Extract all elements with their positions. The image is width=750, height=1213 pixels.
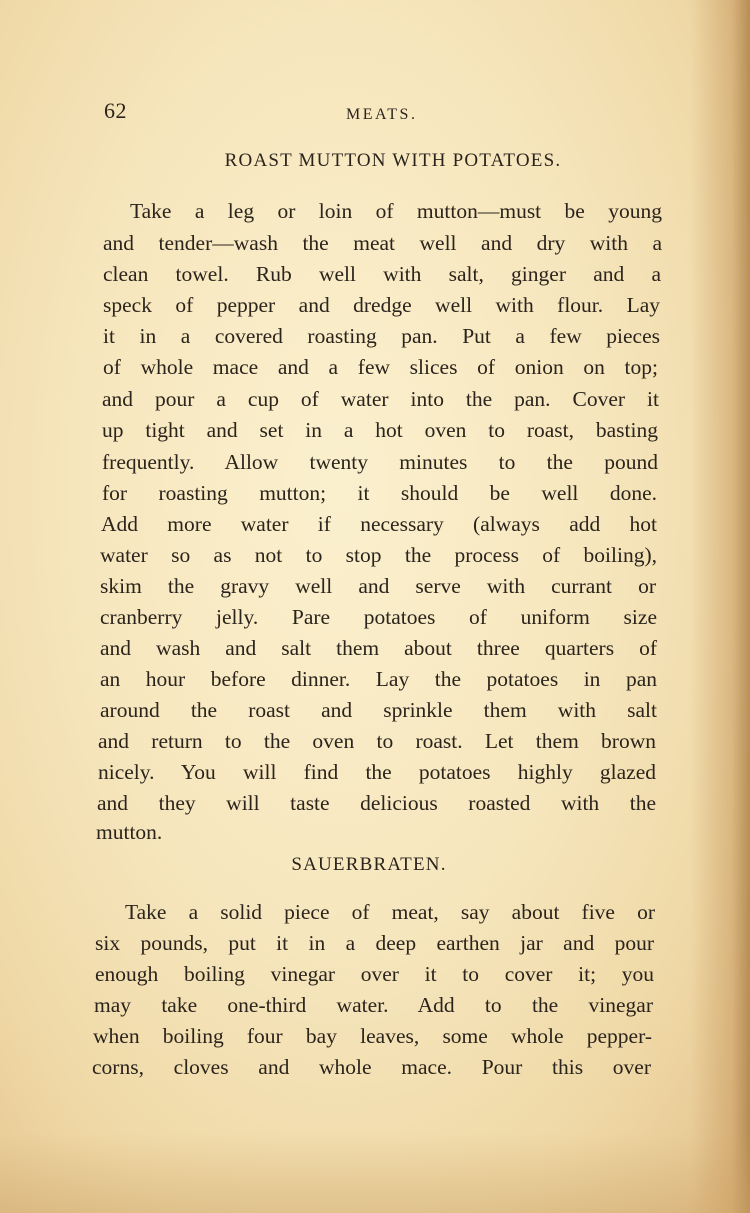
text-line: of whole mace and a few slices of onion on top; (103, 355, 658, 379)
text-line: mutton. (96, 820, 163, 844)
text-line: six pounds, put it in a deep earthen jar and pour (95, 931, 654, 955)
text-line: corns, cloves and whole mace. Pour this over (92, 1055, 651, 1079)
text-line: and pour a cup of water into the pan. Cover it (102, 387, 659, 411)
text-line: cranberry jelly. Pare potatoes of uniform size (100, 605, 657, 629)
page-bottom-shadow (0, 1133, 750, 1213)
page-number: 62 (104, 98, 127, 123)
recipe-title-sauerbraten: SAUERBRATEN. (291, 854, 447, 875)
text-line: it in a covered roasting pan. Put a few pieces (103, 324, 660, 348)
text-line: skim the gravy well and serve with currant or (100, 574, 656, 598)
text-line: and return to the oven to roast. Let them brown (98, 729, 656, 753)
text-line: enough boiling vinegar over it to cover it; you (95, 962, 654, 986)
text-line: when boiling four bay leaves, some whole pepper- (93, 1024, 652, 1048)
text-line: for roasting mutton; it should be well done. (102, 481, 657, 505)
text-line: may take one-third water. Add to the vinegar (94, 993, 653, 1017)
text-line: up tight and set in a hot oven to roast, basting (102, 418, 658, 442)
running-head: MEATS. (346, 106, 418, 123)
text-line: speck of pepper and dredge well with flour. Lay (103, 293, 660, 317)
text-line: frequently. Allow twenty minutes to the pound (102, 450, 658, 474)
page-edge-shadow (690, 0, 750, 1213)
recipe-title-roast-mutton: ROAST MUTTON WITH POTATOES. (224, 150, 562, 171)
text-line: and tender—wash the meat well and dry with a (103, 231, 662, 255)
text-line: Take a solid piece of meat, say about five or (125, 900, 655, 924)
text-line: Take a leg or loin of mutton—must be young (130, 199, 662, 223)
text-line: an hour before dinner. Lay the potatoes in pan (100, 667, 657, 691)
text-line: water so as not to stop the process of boiling), (100, 543, 657, 567)
text-line: Add more water if necessary (always add hot (101, 512, 657, 536)
text-line: and they will taste delicious roasted with the (97, 791, 656, 815)
text-line: nicely. You will find the potatoes highly glazed (98, 760, 656, 784)
text-line: and wash and salt them about three quarters of (100, 636, 657, 660)
text-line: around the roast and sprinkle them with salt (100, 698, 657, 722)
text-line: clean towel. Rub well with salt, ginger and a (103, 262, 661, 286)
